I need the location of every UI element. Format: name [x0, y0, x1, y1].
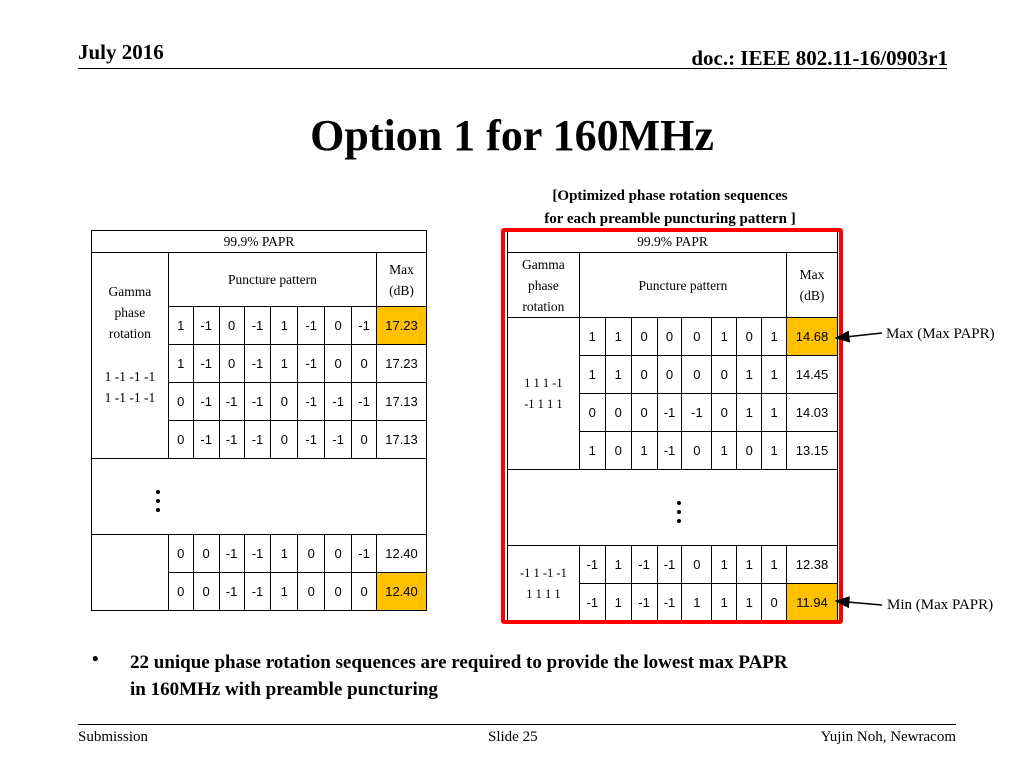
- header-date: July 2016: [78, 40, 164, 64]
- min-max-papr-annotation: Min (Max PAPR): [887, 597, 994, 613]
- right-gamma-top-1: 1 1 1 -1: [524, 375, 563, 390]
- cell: 1: [737, 546, 762, 584]
- bullet-line-1: 22 unique phase rotation sequences are required to provide the lowest max PAPR: [130, 652, 788, 673]
- cell: 0: [605, 394, 631, 432]
- left-max-header: [377, 253, 427, 307]
- cell: -1: [244, 573, 271, 611]
- footer-slide-number: Slide 25: [488, 729, 538, 745]
- cell: -1: [219, 573, 244, 611]
- cell: -1: [193, 345, 219, 383]
- cell: 1: [271, 573, 298, 611]
- bullet-line-2: in 160MHz with preamble puncturing: [130, 679, 438, 700]
- left-papr-table: [91, 230, 427, 611]
- cell: 1: [605, 584, 631, 622]
- cell: -1: [193, 383, 219, 421]
- cell: 1: [631, 432, 657, 470]
- cell: 1: [579, 356, 605, 394]
- cell: 0: [193, 573, 219, 611]
- cell: 1: [579, 318, 605, 356]
- cell: 0: [762, 584, 787, 622]
- cell: -1: [298, 421, 325, 459]
- cell: 1: [271, 535, 298, 573]
- cell: 0: [168, 535, 193, 573]
- cell: 0: [298, 573, 325, 611]
- left-gamma-label-1: Gamma: [108, 284, 152, 299]
- left-max-label-2: (dB): [389, 282, 414, 298]
- cell: -1: [325, 383, 352, 421]
- cell: 1: [712, 432, 737, 470]
- right-puncture-header: Puncture pattern: [579, 253, 786, 318]
- cell: 0: [682, 356, 712, 394]
- max-max-papr-annotation: Max (Max PAPR): [886, 326, 995, 342]
- cell: 1: [762, 546, 787, 584]
- cell: 0: [657, 356, 682, 394]
- cell: 0: [325, 573, 352, 611]
- max-papr-cell: 17.23: [377, 307, 427, 345]
- max-papr-cell: 17.13: [377, 383, 427, 421]
- cell: 1: [762, 432, 787, 470]
- cell: 0: [325, 345, 352, 383]
- right-header-papr: 99.9% PAPR: [508, 231, 838, 253]
- cell: 0: [712, 394, 737, 432]
- table-caption-line-1: [Optimized phase rotation sequences: [552, 188, 788, 204]
- right-max-label-2: (dB): [799, 288, 825, 303]
- cell: -1: [219, 383, 244, 421]
- right-max-label-1: Max: [799, 267, 825, 282]
- cell: -1: [631, 584, 657, 622]
- cell: 0: [352, 345, 377, 383]
- right-gamma-label-2: phase: [528, 277, 559, 293]
- table-row: [92, 535, 427, 573]
- cell: -1: [657, 584, 682, 622]
- cell: 0: [737, 432, 762, 470]
- max-papr-cell: 12.40: [377, 535, 427, 573]
- left-gamma-value-2: 1 -1 -1 -1: [104, 390, 156, 405]
- slide-title: Option 1 for 160MHz: [310, 111, 714, 160]
- max-papr-cell: 12.38: [787, 546, 838, 584]
- max-papr-cell: 14.68: [787, 318, 838, 356]
- cell: 1: [737, 584, 762, 622]
- cell: -1: [244, 421, 271, 459]
- header-divider: [78, 68, 947, 69]
- left-gamma-label-3: rotation: [108, 326, 151, 341]
- bullet-marker: •: [92, 649, 99, 670]
- cell: -1: [298, 383, 325, 421]
- cell: 0: [631, 318, 657, 356]
- cell: 0: [737, 318, 762, 356]
- cell: 0: [271, 421, 298, 459]
- cell: -1: [325, 421, 352, 459]
- max-papr-cell: 17.23: [377, 345, 427, 383]
- max-papr-cell: 13.15: [787, 432, 838, 470]
- right-gamma-label-1: Gamma: [522, 256, 565, 272]
- cell: 1: [579, 432, 605, 470]
- cell: 0: [352, 573, 377, 611]
- cell: -1: [244, 345, 271, 383]
- cell: 0: [219, 345, 244, 383]
- max-papr-cell: 17.13: [377, 421, 427, 459]
- cell: -1: [219, 535, 244, 573]
- cell: -1: [244, 535, 271, 573]
- left-gamma-cell: [92, 253, 169, 459]
- cell: -1: [219, 421, 244, 459]
- cell: 0: [271, 383, 298, 421]
- cell: -1: [657, 432, 682, 470]
- cell: 1: [737, 394, 762, 432]
- cell: 1: [682, 584, 712, 622]
- cell: 1: [168, 345, 193, 383]
- max-papr-cell: 12.40: [377, 573, 427, 611]
- cell: -1: [244, 383, 271, 421]
- cell: -1: [682, 394, 712, 432]
- cell: -1: [579, 546, 605, 584]
- cell: -1: [298, 307, 325, 345]
- right-gamma-bottom-2: 1 1 1 1: [526, 586, 561, 601]
- right-gamma-top-2: -1 1 1 1: [524, 396, 563, 411]
- cell: 1: [762, 394, 787, 432]
- cell: 0: [682, 432, 712, 470]
- cell: 0: [325, 535, 352, 573]
- cell: -1: [657, 546, 682, 584]
- cell: 0: [682, 546, 712, 584]
- cell: -1: [298, 345, 325, 383]
- right-gamma-bottom-1: -1 1 -1 -1: [519, 565, 567, 580]
- cell: 0: [579, 394, 605, 432]
- footer-author: Yujin Noh, Newracom: [820, 729, 956, 745]
- cell: 0: [168, 573, 193, 611]
- max-papr-cell: 14.45: [787, 356, 838, 394]
- left-max-label-1: Max: [389, 261, 414, 277]
- cell: -1: [352, 535, 377, 573]
- cell: 0: [193, 535, 219, 573]
- cell: 1: [712, 318, 737, 356]
- left-header-papr: 99.9% PAPR: [92, 231, 427, 253]
- cell: 1: [605, 546, 631, 584]
- left-gamma-label-2: phase: [114, 305, 146, 320]
- cell: 0: [352, 421, 377, 459]
- cell: 1: [762, 356, 787, 394]
- cell: 1: [605, 356, 631, 394]
- vertical-ellipsis-icon: [156, 490, 160, 512]
- footer-submission: Submission: [78, 729, 149, 745]
- cell: 0: [298, 535, 325, 573]
- cell: 1: [712, 546, 737, 584]
- cell: 0: [712, 356, 737, 394]
- cell: 0: [657, 318, 682, 356]
- max-papr-cell: 14.03: [787, 394, 838, 432]
- max-papr-cell: 11.94: [787, 584, 838, 622]
- right-gamma-label-3: rotation: [522, 298, 565, 314]
- cell: 0: [682, 318, 712, 356]
- left-puncture-header: Puncture pattern: [168, 253, 376, 307]
- cell: 0: [168, 421, 193, 459]
- cell: -1: [631, 546, 657, 584]
- cell: 1: [168, 307, 193, 345]
- left-gamma-value-1: 1 -1 -1 -1: [104, 369, 156, 384]
- cell: 1: [737, 356, 762, 394]
- cell: -1: [193, 421, 219, 459]
- cell: 0: [631, 356, 657, 394]
- cell: -1: [352, 383, 377, 421]
- cell: 1: [712, 584, 737, 622]
- left-ellipsis-row: [92, 459, 427, 535]
- cell: -1: [244, 307, 271, 345]
- cell: 0: [631, 394, 657, 432]
- footer-divider: [78, 724, 956, 725]
- cell: -1: [579, 584, 605, 622]
- cell: -1: [352, 307, 377, 345]
- cell: 1: [271, 345, 298, 383]
- bullet-text: [130, 649, 950, 703]
- cell: 0: [325, 307, 352, 345]
- cell: 0: [168, 383, 193, 421]
- table-caption-line-2: for each preamble puncturing pattern ]: [544, 211, 796, 227]
- left-gamma-empty-cell: [92, 535, 169, 611]
- header-doc-id: doc.: IEEE 802.11-16/0903r1: [691, 46, 948, 70]
- cell: 0: [219, 307, 244, 345]
- cell: 1: [605, 318, 631, 356]
- cell: 0: [605, 432, 631, 470]
- cell: 1: [271, 307, 298, 345]
- cell: -1: [193, 307, 219, 345]
- cell: 1: [762, 318, 787, 356]
- optimized-sequence-highlight-box: [501, 228, 843, 624]
- cell: -1: [657, 394, 682, 432]
